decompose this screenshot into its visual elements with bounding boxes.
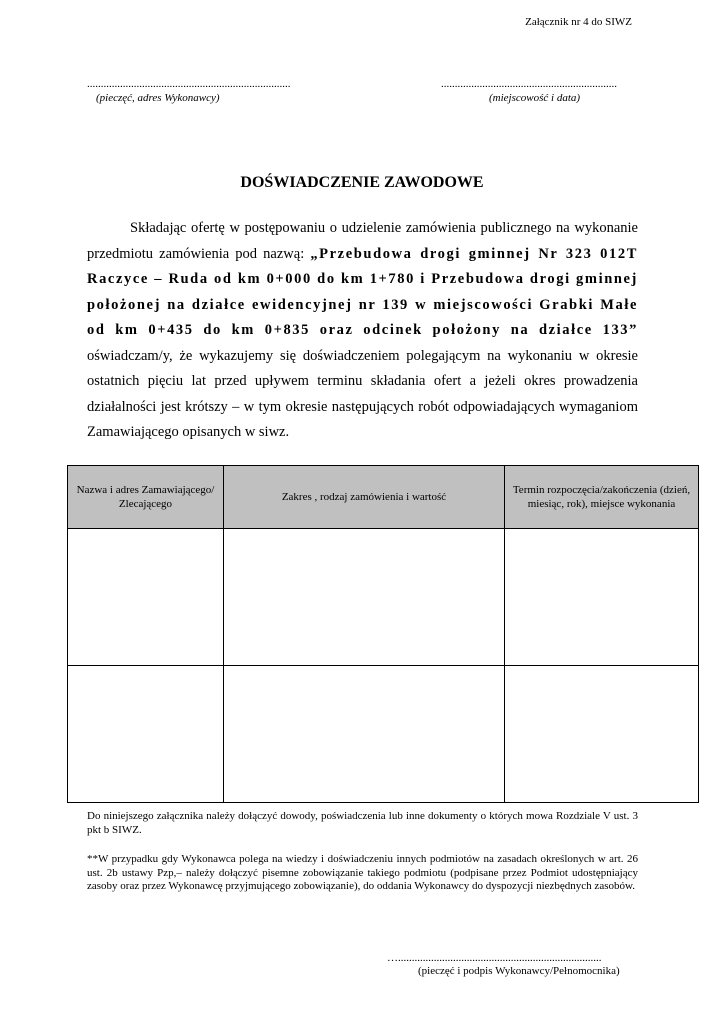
declaration-paragraph	[87, 216, 638, 446]
table-cell[interactable]	[68, 666, 224, 803]
declaration-intro: Składając ofertę w postępowaniu o udzielenie zamówienia publicznego na wykonanie przedmiotu zamówienia pod nazwą:	[87, 220, 638, 262]
experience-table	[67, 465, 699, 803]
table-row	[68, 529, 699, 666]
column-header-scope: Zakres , rodzaj zamówienia i wartość	[224, 466, 505, 529]
table-row	[68, 666, 699, 803]
signature-caption: (pieczęć i podpis Wykonawcy/Pełnomocnika)	[418, 965, 620, 977]
column-header-term: Termin rozpoczęcia/zakończenia (dzień, miesiąc, rok), miejsce wykonania	[505, 466, 699, 529]
table-cell[interactable]	[224, 666, 505, 803]
contractor-stamp-caption: (pieczęć, adres Wykonawcy)	[96, 92, 220, 104]
table-cell[interactable]	[224, 529, 505, 666]
declaration-statement: oświadczam/y, że wykazujemy się doświadczeniem polegającym na wykonaniu w okresie ostatnich pięciu lat przed upływem terminu składania ofert a jeżeli okres prowadzenia działalności jest krótszy – w tym okresie następujących robót odpowiadających wymaganiom Zamawiającego opisanych w siwz.	[87, 347, 638, 440]
table-cell[interactable]	[505, 666, 699, 803]
document-title: DOŚWIADCZENIE ZAWODOWE	[240, 174, 484, 191]
contractor-stamp-line: ..........................................................................	[87, 78, 291, 90]
column-header-client: Nazwa i adres Zamawiającego/ Zlecającego	[68, 466, 224, 529]
signature-line: …..........................................................................	[387, 952, 602, 964]
annex-label: Załącznik nr 4 do SIWZ	[525, 16, 632, 28]
table-header-row	[68, 466, 699, 529]
attachment-note: Do niniejszego załącznika należy dołączyć dowody, poświadczenia lub inne dokumenty o których mowa Rozdziale V ust. 3 pkt b SIWZ.	[87, 810, 638, 836]
table-cell[interactable]	[68, 529, 224, 666]
resources-note: **W przypadku gdy Wykonawca polega na wiedzy i doświadczeniu innych podmiotów na zasadach określonych w art. 26 ust. 2b ustawy Pzp,– należy dołączyć pisemne zobowiązanie takiego podmiotu (podpisane przez Podmiot udostępniający zasoby oraz przez Wykonawcę przyjmującego zobowiązanie), do oddania Wykonawcy do dyspozycji niezbędnych zasobów.	[87, 853, 638, 892]
place-date-caption: (miejscowość i data)	[489, 92, 581, 104]
table-cell[interactable]	[505, 529, 699, 666]
project-name: „Przebudowa drogi gminnej Nr 323 012T Raczyce – Ruda od km 0+000 do km 1+780 i Przebudowa drogi gminnej położonej na działce ewidencyjnej nr 139 w miejscowości Grabki Małe od km 0+435 do km 0+835 oraz odcinek położony na działce 133”	[87, 245, 638, 338]
place-date-line: ................................................................	[441, 78, 617, 90]
